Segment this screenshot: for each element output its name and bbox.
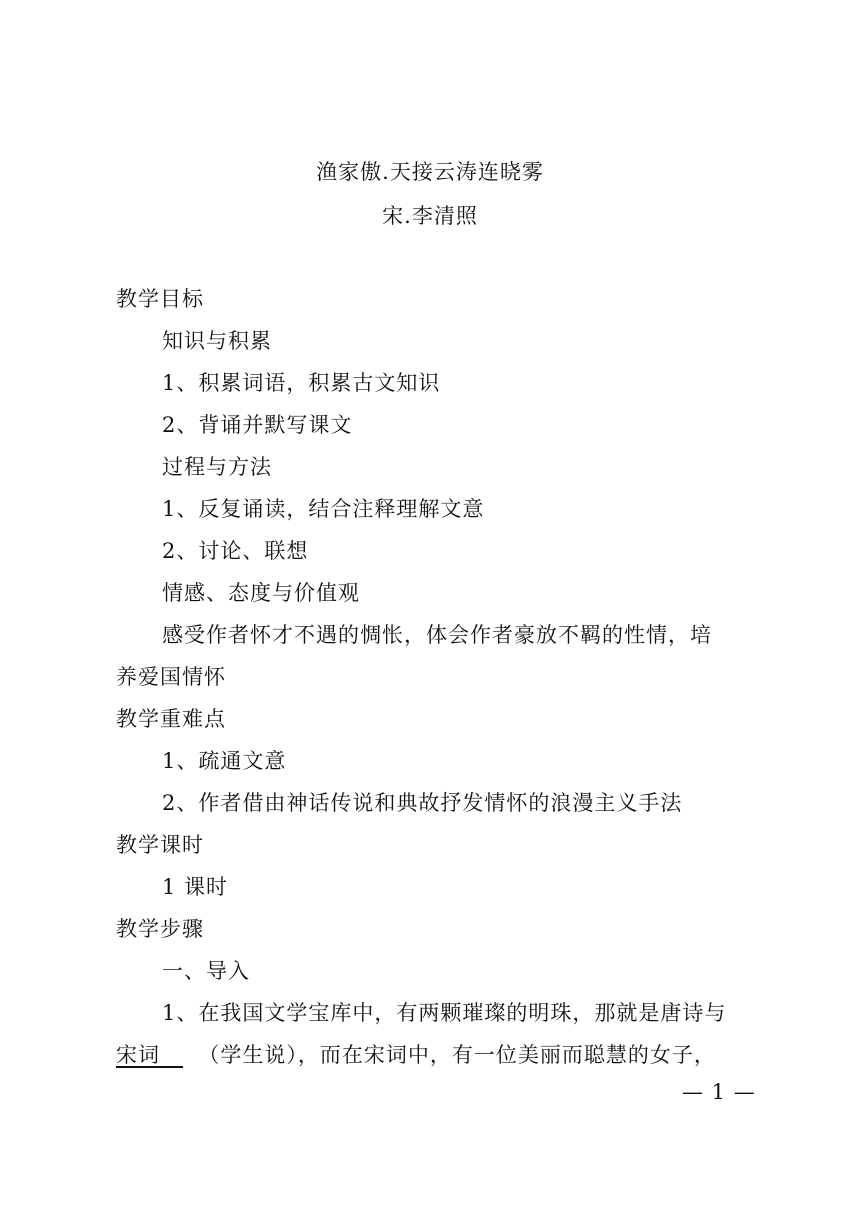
- page-number: — 1 —: [682, 1080, 756, 1104]
- step1-text-line: 1、在我国文学宝库中，有两颗璀璨的明珠，那就是唐诗与: [162, 1001, 727, 1025]
- knowledge-item: 1、积累词语，积累古文知识: [162, 371, 441, 395]
- key-point-item: 1、疏通文意: [162, 749, 287, 773]
- key-points-heading: 教学重难点: [116, 707, 226, 731]
- periods-heading: 教学课时: [116, 833, 204, 857]
- step1-heading: 一、导入: [162, 959, 250, 983]
- step1-text-line: [116, 1043, 716, 1067]
- periods-value: 1 课时: [162, 875, 229, 899]
- document-title: 渔家傲.天接云涛连晓雾: [316, 160, 544, 184]
- objectives-heading: 教学目标: [116, 287, 204, 311]
- emotion-text-line: 养爱国情怀: [116, 665, 226, 689]
- process-heading: 过程与方法: [162, 455, 272, 479]
- knowledge-item: 2、背诵并默写课文: [162, 413, 353, 437]
- steps-heading: 教学步骤: [116, 917, 204, 941]
- step1-line2-rest: （学生说），而在宋词中，有一位美丽而聪慧的女子，: [198, 1043, 716, 1067]
- process-item: 1、反复诵读，结合注释理解文意: [162, 497, 485, 521]
- knowledge-heading: 知识与积累: [162, 329, 272, 353]
- key-point-item: 2、作者借由神话传说和典故抒发情怀的浪漫主义手法: [162, 791, 683, 815]
- emotion-text-line: 感受作者怀才不遇的惆怅，体会作者豪放不羁的性情，培: [162, 623, 712, 647]
- fill-in-blank-answer: 宋词: [116, 1043, 160, 1067]
- emotion-heading: 情感、态度与价值观: [162, 581, 360, 605]
- fill-in-blank-underline: [160, 1043, 183, 1067]
- document-author: 宋.李清照: [382, 204, 478, 228]
- process-item: 2、讨论、联想: [162, 539, 309, 563]
